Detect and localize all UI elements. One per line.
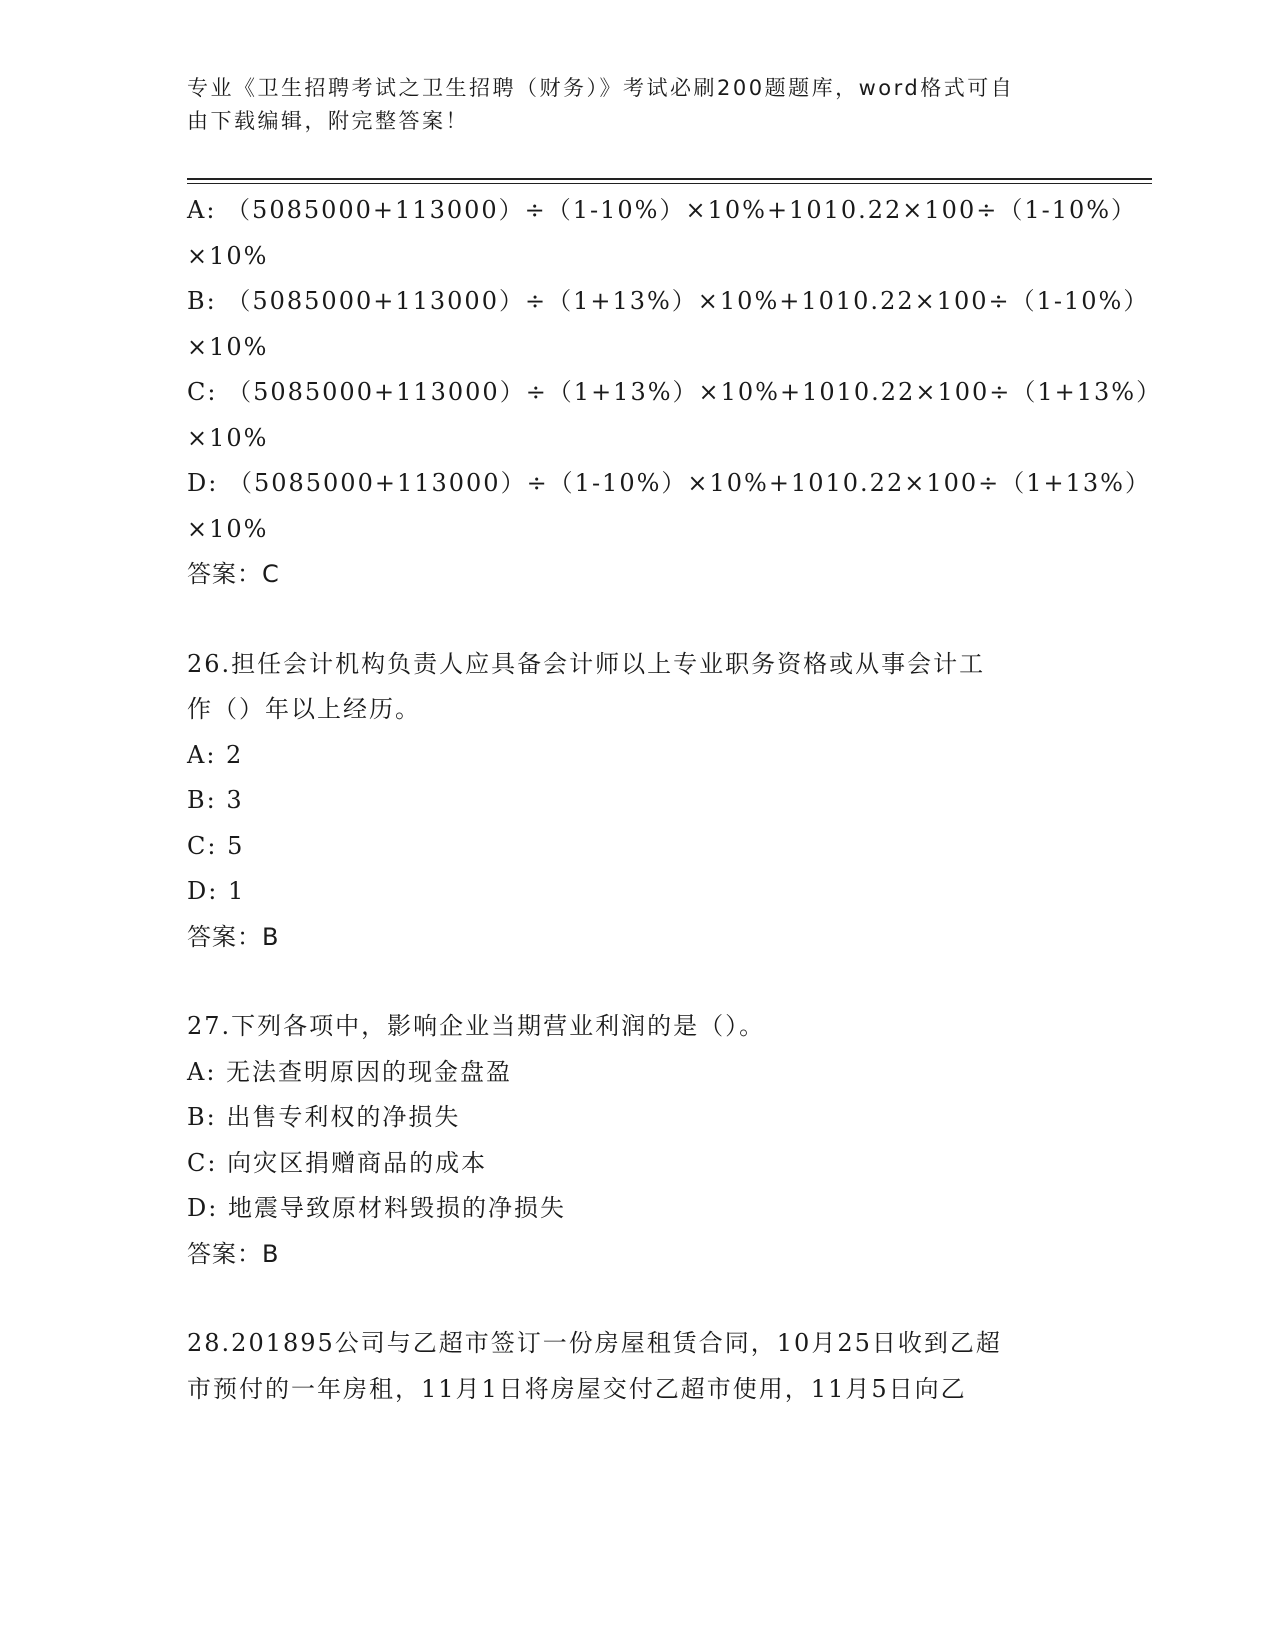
option-d-line-2: ×10%: [187, 514, 269, 543]
header-divider-thin: [187, 183, 1152, 184]
question-28: [187, 1321, 1087, 1412]
option-a-line-1: A: （5085000+113000）÷（1-10%）×10%+1010.22×100÷（1-10%）: [187, 196, 1138, 224]
option-b-line-2: ×10%: [187, 332, 269, 361]
option-a-line-2: ×10%: [187, 241, 269, 270]
question-25: [187, 188, 1163, 598]
answer: 答案：C: [187, 560, 280, 588]
header-title-line-1: 专业《卫生招聘考试之卫生招聘（财务）》考试必刷200题题库，word格式可自: [187, 76, 1015, 100]
option-d: D: 1: [187, 877, 246, 905]
option-b: B: 出售专利权的净损失: [187, 1103, 461, 1131]
document-body: [187, 188, 1163, 1412]
spacer: [187, 1277, 1087, 1321]
option-b-line-1: B: （5085000+113000）÷（1+13%）×10%+1010.22×100÷（1-10%）: [187, 287, 1150, 315]
question-stem-line-1: 26.担任会计机构负责人应具备会计师以上专业职务资格或从事会计工: [187, 649, 986, 678]
spacer: [187, 960, 1087, 1004]
question-stem-line-2: 作（）年以上经历。: [187, 695, 421, 723]
question-27: [187, 1004, 1087, 1277]
spacer: [187, 598, 1087, 642]
answer: 答案：B: [187, 922, 280, 951]
option-c-line-1: C: （5085000+113000）÷（1+13%）×10%+1010.22×100÷（1+13%）: [187, 378, 1163, 406]
option-c: C: 5: [187, 831, 245, 860]
option-c-line-2: ×10%: [187, 423, 269, 452]
header-title-line-2: 由下载编辑，附完整答案！: [187, 109, 469, 133]
option-b: B: 3: [187, 786, 244, 814]
option-c: C: 向灾区捐赠商品的成本: [187, 1148, 488, 1177]
question-stem-line-1: 27.下列各项中，影响企业当期营业利润的是（）。: [187, 1012, 766, 1040]
option-a: A: 2: [187, 740, 244, 769]
option-d-line-1: D: （5085000+113000）÷（1-10%）×10%+1010.22×100÷（1+13%）: [187, 469, 1151, 497]
question-26: [187, 642, 1087, 961]
header-divider-thick: [187, 178, 1152, 180]
question-stem-line-2: 市预付的一年房租，11月1日将房屋交付乙超市使用，11月5日向乙: [187, 1374, 967, 1403]
document-header: [187, 72, 1067, 138]
answer: 答案：B: [187, 1239, 280, 1268]
option-d: D: 地震导致原材料毁损的净损失: [187, 1194, 566, 1222]
question-stem-line-1: 28.201895公司与乙超市签订一份房屋租赁合同，10月25日收到乙超: [187, 1329, 1002, 1357]
option-a: A: 无法查明原因的现金盘盈: [187, 1057, 513, 1086]
